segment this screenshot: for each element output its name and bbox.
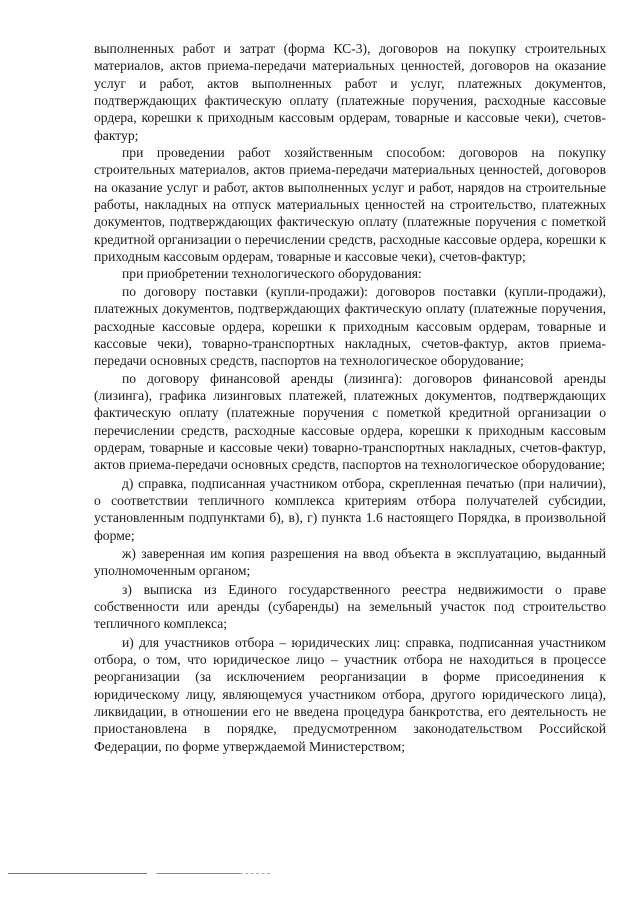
paragraph-supply-contract: по договору поставки (купли-продажи): договоров поставки (купли-продажи), платежных документов, подтверждающих фактическую оплату (платежные поручения, расходные кассовые ордера, корешки к приходным кассовым ордерам, товарные и кассовые чеки), товарно-транспортных накладных, счетов-фактур, актов приема-передачи основных средств, паспортов на технологическое оборудование;: [94, 283, 606, 369]
paragraph-item-z: з) выписка из Единого государственного реестра недвижимости о праве собственности или аренды (субаренды) на земельный участок под строительство тепличного комплекса;: [94, 581, 606, 632]
scan-footer-rule: [8, 873, 240, 874]
paragraph-item-i: и) для участников отбора – юридических лиц: справка, подписанная участником отбора, о том, что юридическое лицо – участник отбора не находиться в процессе реорганизации (за исключением реорганизации в форме присоединения к юридическому лицу, являющемуся участником отбора, другого юридического лица), ликвидации, в отношении его не введена процедура банкротства, его деятельность не приостановлена в порядке, предусмотренном законодательством Российской Федерации, по форме утверждаемой Министерством;: [94, 634, 606, 754]
scan-footer-rule-tail: [240, 873, 270, 875]
paragraph-equipment-heading: при приобретении технологического оборудования:: [122, 266, 422, 282]
paragraph-item-zh: ж) заверенная им копия разрешения на ввод объекта в эксплуатацию, выданный уполномоченным органом;: [94, 545, 606, 579]
paragraph-item-d: д) справка, подписанная участником отбора, скрепленная печатью (при наличии), о соответствии тепличного комплекса критериям отбора получателей субсидии, установленным подпунктами б), в), г) пункта 1.6 настоящего Порядка, в произвольной форме;: [94, 475, 606, 543]
paragraph-leasing: по договору финансовой аренды (лизинга): договоров финансовой аренды (лизинга), графика лизинговых платежей, платежных документов, подтверждающих фактическую оплату (платежные поручения с пометкой кредитной организации о перечислении средств, расходные кассовые ордера, корешки к приходным кассовым ордерам, товарные и кассовые чеки) товарно-транспортных накладных, счетов-фактур, актов приема-передачи основных средств, паспортов на технологическое оборудование;: [94, 370, 606, 473]
paragraph-continuation: выполненных работ и затрат (форма КС-3), договоров на покупку строительных материалов, актов приема-передачи материальных ценностей, договоров на оказание услуг и работ, актов выполненных работ и услуг, платежных документов, подтверждающих фактическую оплату (платежные поручения, расходные кассовые ордера, корешки к приходным кассовым ордерам, товарные и кассовые чеки), счетов-фактур;: [94, 41, 606, 143]
paragraph-economic-method: при проведении работ хозяйственным способом: договоров на покупку строительных материалов, актов приема-передачи материальных ценностей, договоров на оказание услуг и работ, актов выполненных услуг и работ, нарядов на строительные работы, накладных на отпуск материальных ценностей на строительство, платежных документов, подтверждающих фактическую оплату (платежные поручения с пометкой кредитной организации о перечислении средств, расходные кассовые ордера, корешки к приходным кассовым ордерам, товарные и кассовые чеки), счетов-фактур;: [94, 145, 606, 265]
